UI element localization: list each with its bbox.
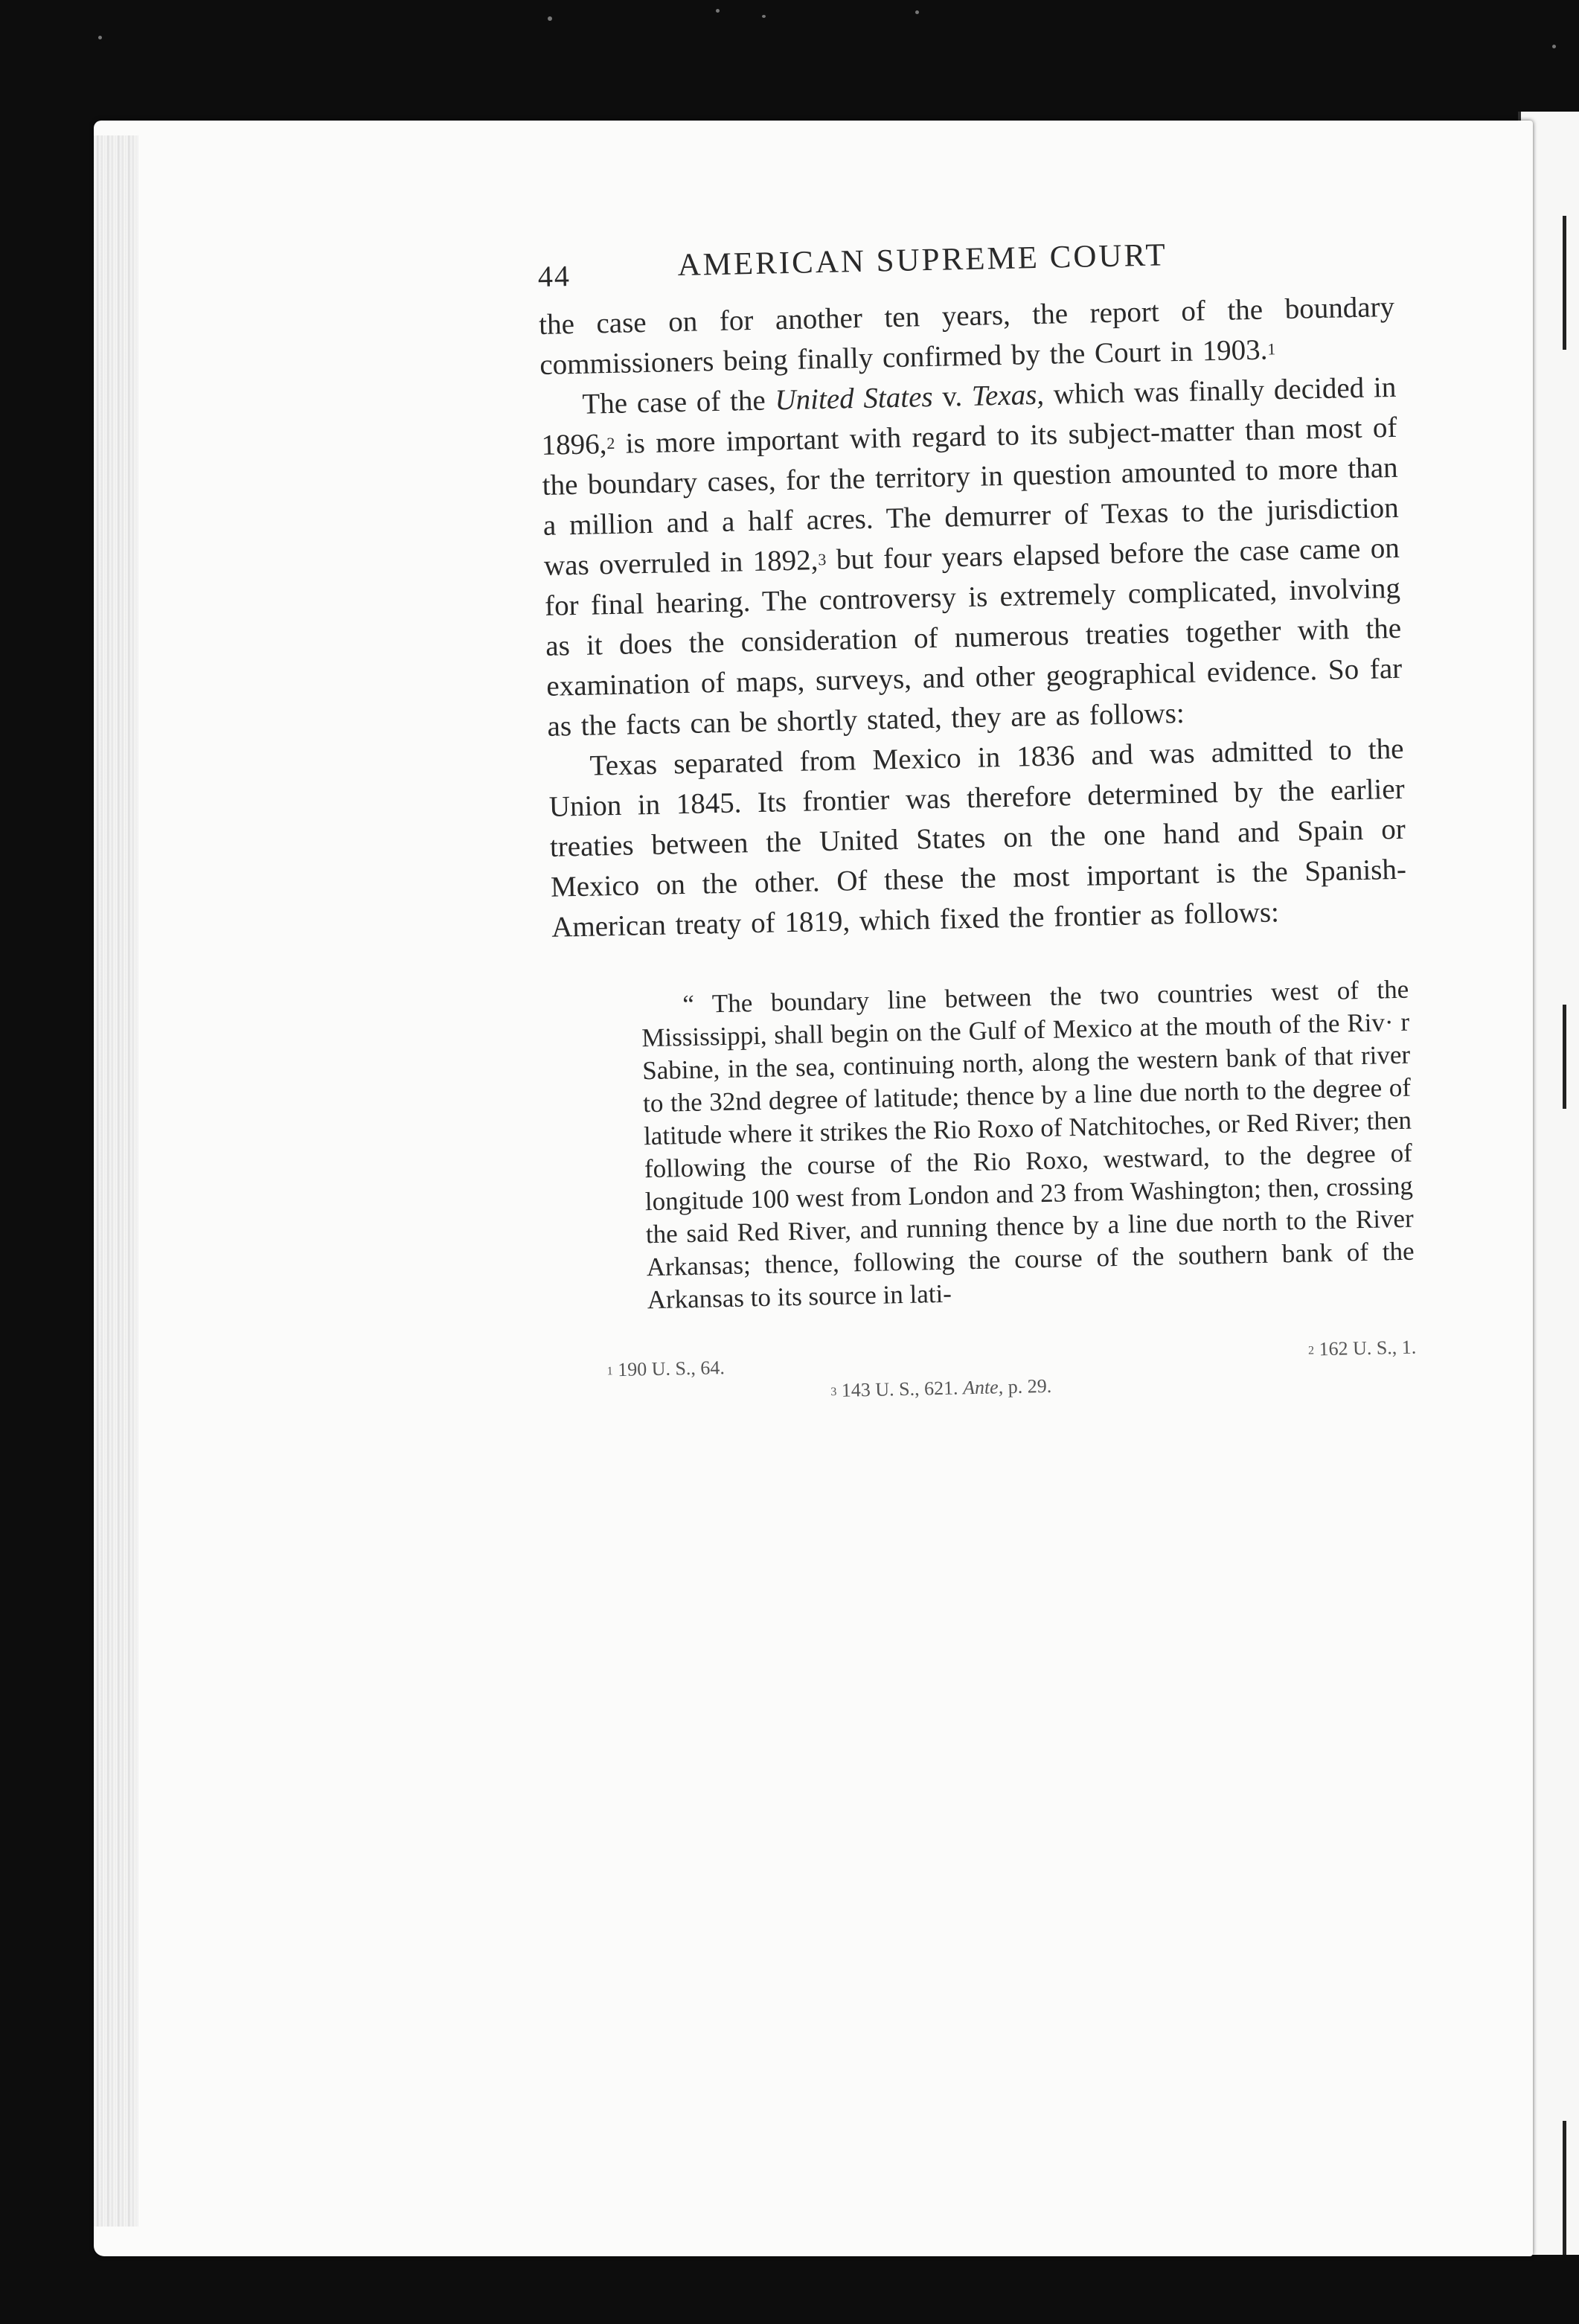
case-name: United States xyxy=(775,380,933,417)
scan-speck xyxy=(98,36,102,39)
running-head: AMERICAN SUPREME COURT xyxy=(677,237,1168,284)
footnote-1: $^1$ 190 U. S., 64. xyxy=(606,1357,726,1381)
quotation-text: “ The boundary line between the two countries west of the Mississippi, shall begin on the Gulf of Mexico at the mouth of the Riv· r Sabine, in the sea, continuing north, along the western bank of that river to the 32nd degree of latitude; thence by a line due north to the degree of latitude where it strikes the Rio Roxo of Natchitoches, or Red River; then following the course of the Rio Roxo, westward, to the degree of longitude 100 west from London and 23 from Washington; then, crossing the said Red River, and running thence by a line due north to the River Arkansas; thence, following the course of the southern bank of the Arkansas to its source in lati- xyxy=(641,974,1415,1315)
page-content xyxy=(537,228,1418,1420)
page-gutter xyxy=(94,135,138,2227)
footnote-marker: 2 xyxy=(606,433,615,453)
footnote-3: $^3$ 143 U. S., 621. Ante, p. 29. xyxy=(830,1374,1052,1401)
scan-speck xyxy=(915,10,919,14)
footnote-marker: 3 xyxy=(818,549,827,569)
treaty-quotation xyxy=(641,973,1415,1317)
scan-speck xyxy=(1552,45,1556,48)
page-edge-mark xyxy=(1563,1005,1566,1109)
paragraph-texas-history: Texas separated from Mexico in 1836 and was admitted to the Union in 1845. Its frontier was therefore determined by the earlier treaties between the United States on the one hand and Spain or Mexico on the other. Of these the most important is the Spanish-American treaty of 1819, which fixed the frontier as follows: xyxy=(548,732,1407,944)
paragraph-continuation: the case on for another ten years, the report of the boundary commissioners being finally confirmed by the Court in 1903.$^1$ xyxy=(538,290,1395,381)
scan-speck xyxy=(716,9,720,13)
scan-speck xyxy=(762,15,766,18)
paragraph-united-states-v-texas: The case of the United States v. Texas, which was finally decided in 1896,$^2$ is more important with regard to its subject-matter than most of the boundary cases, for the territory in question amounted to more than a million and a half acres. The demurrer of Texas to the jurisdiction was overruled in 1892,$^3$ but four years elapsed before the case came on for final hearing. The controversy is extremely complicated, involving as it does the consideration of numerous treaties together with the examination of maps, surveys, and other geographical evidence. So far as the facts can be shortly stated, they are as follows: xyxy=(541,371,1403,743)
body-text xyxy=(539,287,1408,948)
page-number: 44 xyxy=(537,259,571,293)
footnote-2: $^2$ 162 U. S., 1. xyxy=(1307,1336,1417,1360)
page-edge-mark xyxy=(1563,216,1566,350)
page-edge-mark xyxy=(1563,2121,1566,2255)
footnote-marker: 1 xyxy=(1267,339,1276,359)
scan-speck xyxy=(548,16,552,21)
case-name: Texas, xyxy=(971,378,1045,412)
